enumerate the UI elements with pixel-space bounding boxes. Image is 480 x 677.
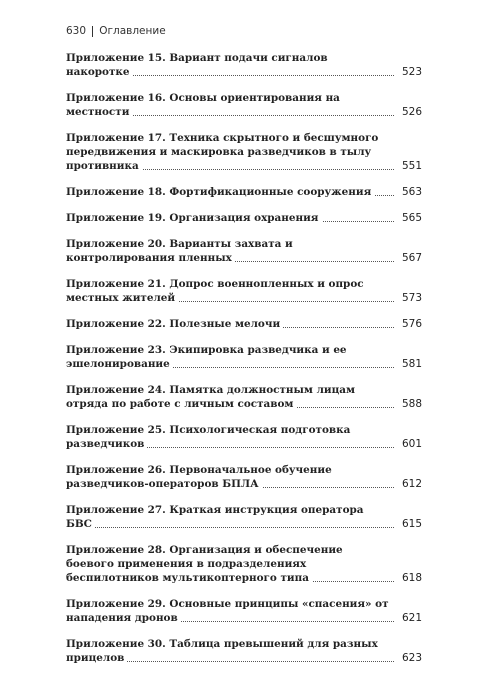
toc-entry-label: Приложение 30.	[66, 638, 166, 650]
toc-entry-page: 551	[399, 159, 422, 173]
toc-entry-label: Приложение 22.	[66, 318, 166, 330]
toc-entry-heading: Экипировка разведчика и ее эшелонирование	[66, 344, 347, 370]
toc-entry-label: Приложение 27.	[66, 504, 166, 516]
table-of-contents	[66, 51, 422, 677]
toc-entry-label: Приложение 17.	[66, 132, 166, 144]
toc-entry-page: 565	[399, 211, 422, 225]
toc-entry-page: 526	[399, 105, 422, 119]
section-title: Оглавление	[99, 25, 166, 37]
toc-entry[interactable]	[66, 237, 422, 265]
toc-entry-label: Приложение 15.	[66, 52, 166, 64]
toc-entry-page: 618	[399, 571, 422, 585]
toc-entry-page: 573	[399, 291, 422, 305]
toc-entry-title	[66, 185, 422, 199]
toc-entry-label: Приложение 21.	[66, 278, 166, 290]
toc-entry-text	[66, 544, 343, 584]
toc-entry-heading: Техника скрытного и бесшумного передвижения и маскировка разведчиков в тылу противника	[66, 132, 379, 172]
running-head	[66, 25, 166, 37]
toc-entry-label: Приложение 23.	[66, 344, 166, 356]
toc-entry-page: 623	[399, 651, 422, 665]
toc-entry-heading: Вариант подачи сигналов накоротке	[66, 52, 328, 78]
toc-entry-page: 588	[399, 397, 422, 411]
toc-entry-page: 621	[399, 611, 422, 625]
toc-entry-text	[66, 132, 378, 172]
toc-entry-text	[66, 186, 374, 198]
toc-entry-heading: Психологическая подготовка разведчиков	[66, 424, 351, 450]
toc-entry[interactable]	[66, 131, 422, 173]
toc-entry-heading: Организация и обеспечение боевого применения в подразделениях беспилотников мультикоптерного типа	[66, 544, 343, 584]
toc-entry-label: Приложение 19.	[66, 212, 166, 224]
toc-entry-heading: Основы ориентирования на местности	[66, 92, 340, 118]
toc-entry-label: Приложение 26.	[66, 464, 166, 476]
toc-entry[interactable]	[66, 503, 422, 531]
toc-entry-page: 563	[399, 185, 422, 199]
header-separator	[92, 26, 93, 37]
toc-entry[interactable]	[66, 543, 422, 585]
toc-entry[interactable]	[66, 383, 422, 411]
toc-entry-label: Приложение 24.	[66, 384, 166, 396]
toc-entry-heading: Полезные мелочи	[169, 318, 281, 330]
toc-entry-page: 576	[399, 317, 422, 331]
toc-entry-heading: Организация охранения	[169, 212, 319, 224]
toc-entry-text	[66, 318, 283, 330]
toc-entry-title	[66, 211, 422, 225]
toc-entry-heading: Краткая инструкция оператора БВС	[66, 504, 364, 530]
toc-entry-heading: Допрос военнопленных и опрос местных жителей	[66, 278, 364, 304]
toc-entry[interactable]	[66, 317, 422, 331]
toc-entry-heading: Таблица превышений для разных прицелов	[66, 638, 378, 664]
toc-entry[interactable]	[66, 597, 422, 625]
toc-entry-label: Приложение 20.	[66, 238, 166, 250]
toc-entry-label: Приложение 29.	[66, 598, 166, 610]
toc-entry-page: 615	[399, 517, 422, 531]
toc-entry-label: Приложение 16.	[66, 92, 166, 104]
toc-entry-title	[66, 131, 422, 173]
toc-entry[interactable]	[66, 211, 422, 225]
toc-entry-page: 523	[399, 65, 422, 79]
toc-entry[interactable]	[66, 463, 422, 491]
toc-entry-heading: Первоначальное обучение разведчиков-операторов БПЛА	[66, 464, 332, 490]
toc-entry-heading: Основные принципы «спасения» от нападения дронов	[66, 598, 389, 624]
toc-entry[interactable]	[66, 343, 422, 371]
toc-entry-label: Приложение 18.	[66, 186, 166, 198]
toc-entry[interactable]	[66, 423, 422, 451]
toc-entry-page: 612	[399, 477, 422, 491]
toc-entry-page: 581	[399, 357, 422, 371]
toc-entry-heading: Фортификационные сооружения	[169, 186, 372, 198]
dot-leader	[66, 526, 394, 528]
toc-entry-heading: Памятка должностным лицам отряда по работе с личным составом	[66, 384, 356, 410]
toc-entry-heading: Варианты захвата и контролирования пленных	[66, 238, 293, 264]
page-number: 630	[66, 25, 87, 37]
toc-entry[interactable]	[66, 185, 422, 199]
toc-entry[interactable]	[66, 637, 422, 665]
toc-entry-text	[66, 212, 322, 224]
toc-entry-label: Приложение 25.	[66, 424, 166, 436]
toc-entry-page: 567	[399, 251, 422, 265]
toc-entry-label: Приложение 28.	[66, 544, 166, 556]
toc-entry-page: 601	[399, 437, 422, 451]
toc-entry[interactable]	[66, 51, 422, 79]
toc-entry[interactable]	[66, 91, 422, 119]
toc-entry-title	[66, 317, 422, 331]
toc-entry-title	[66, 543, 422, 585]
toc-entry[interactable]	[66, 277, 422, 305]
